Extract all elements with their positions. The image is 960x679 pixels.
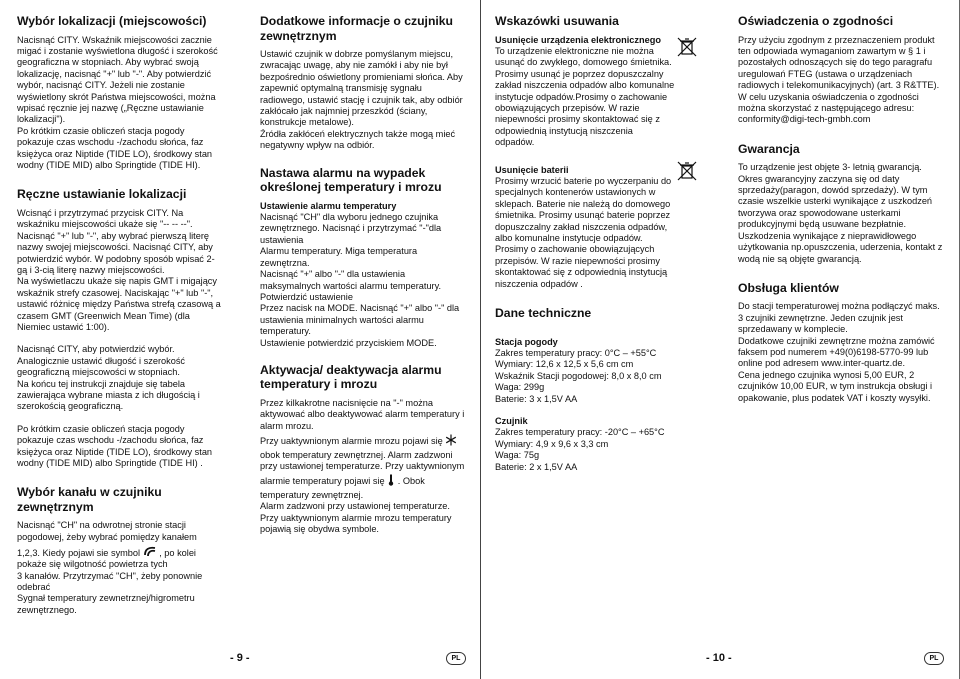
language-badge-left: PL — [446, 652, 466, 665]
text-alarm-activate-2b: obok temperatury zewnętrznej. Alarm zadzwoni przy ustawionej temperaturze. Przy uaktywnionym — [260, 449, 465, 471]
thermometer-icon — [387, 474, 395, 489]
text-alarm-activate-3a: alarmie temperatury pojawi się — [260, 476, 385, 487]
heading-tech: Dane techniczne — [495, 306, 592, 321]
text-sensor-info: Ustawić czujnik w dobrze pomyślanym miejscu, zwracając uwagę, aby nie zamókł i aby nie był bezpośrednio oświetlony promieniami słońca. Aby zapewnić optymalną transmisję sygnału radiowego, ustawić stację i czujnik tak, aby odbiór zakłócało jak najmniej przeszkód (ściany, konstrukcje metalowe). Źródła zakłóceń elektrycznych także mogą mieć negatywny wpływ na odbiór. — [260, 49, 463, 151]
text-alarm-activate-2a: Przy uaktywnionym alarmie mrozu pojawi się — [260, 436, 443, 447]
text-manual-2: Nacisnąć CITY, aby potwierdzić wybór. Analogicznie ustawić długość i szerokość geograficzną miejscowości w stopniach. Na końcu tej instrukcji znajduje się tabela zawierająca wybrane miasta z ich długością i szerokością geograficzną. — [17, 344, 200, 412]
heading-warranty: Gwarancja — [738, 141, 800, 156]
column-2 — [260, 14, 470, 546]
column-1 — [17, 14, 229, 627]
text-alarm-activate-4: temperatury zewnętrznej. Alarm zadzwoni przy ustawionej temperaturze. Przy uaktywnionym alarmie mrozu temperatury pojawią się obydwa symbole. — [260, 489, 452, 534]
text-channel-2a: 1,2,3. Kiedy pojawi sie symbol — [17, 548, 141, 559]
text-channel-2b: , po kolei — [159, 548, 196, 559]
text-channel-2 — [17, 545, 229, 559]
heading-service: Obsługa klientów — [738, 280, 839, 295]
text-conformity: Przy użyciu zgodnym z przeznaczeniem produkt ten odpowiada wymaganiom zawartym w § 1 i pozostałych odnoszących się do tego paragrafu uregulowań FTEG (ustawa o urządzeniach radiowych i telekomunikacyjnych) (art. 3 R&TTE). W celu uzyskania oświadczenia o zgodności można skorzystać z następującego adresu: conformity@digi-tech-gmbh.com — [738, 34, 940, 125]
heading-manual-location: Ręczne ustawianie lokalizacji — [17, 187, 187, 202]
text-alarm-activate-1: Przez kilkakrotne nacisnięcie na "-" można aktywować albo deaktywować alarm temperatury i alarm mrozu. — [260, 397, 465, 431]
heading-sensor-info: Dodatkowe informacje o czujniku zewnętrznym — [260, 14, 454, 43]
text-sensor: Zakres temperatury pracy: -20°C – +65°C Wymiary: 4,9 x 9,6 x 3,3 cm Waga: 75g Baterie: 2 x 1,5V AA — [495, 427, 665, 472]
page-divider — [480, 0, 481, 679]
subheading-station: Stacja pogody — [495, 336, 558, 347]
text-manual-3: Po krótkim czasie obliczeń stacja pogody pokazuje czas wschodu -/zachodu słońca, faz księżyca oraz Niptide (TIDE LO), środkowy stan wodny (TIDE MID) albo Springtide (TIDE HI) . — [17, 423, 213, 468]
language-badge-right: PL — [924, 652, 944, 665]
subheading-electronic: Usunięcie urządzenia elektronicznego — [495, 34, 661, 45]
text-warranty: To urządzenie jest objęte 3- letnią gwarancją. Okres gwarancyjny zaczyna się od daty sprzedaży(paragon, dowód sprzedaży). W tym czasie wszelkie usterki wynikające z uszkodzeń tworzywa oraz spowodowane usterkami produkcyjnymi będą usuwane bezpłatnie. Uszkodzenia wynikające z nieprawidłowego użytkowania np.opuszczenia, uderzenia, kontakt z wodą nie są objęte gwarancją. — [738, 162, 943, 264]
subheading-sensor: Czujnik — [495, 415, 528, 426]
text-service: Do stacji temperaturowej można podłączyć maks. 3 czujniki zewnętrzne. Jeden czujnik jest sprzedawany w komplecie. Dodatkowe czujniki zewnętrzne można zamówić faksem pod numerem +49(0)6198-5770-99 lub online pod adresem www.inter-quartz.de. Cena jednego czujnika wynosi 5,00 EUR, 2 czujników 10,00 EUR, w tym instrukcja obsługi i opakowanie, plus podatek VAT i koszty wysyłki. — [738, 301, 940, 403]
snowflake-icon — [445, 434, 457, 449]
heading-conformity: Oświadczenia o zgodności — [738, 14, 894, 28]
page-number-left: - 9 - — [230, 652, 250, 664]
text-alarm-activate-2 — [260, 434, 470, 449]
heading-location: Wybór lokalizacji (miejscowości) — [17, 14, 207, 28]
column-3 — [495, 14, 705, 484]
text-station: Zakres temperatury pracy: 0°C – +55°C Wymiary: 12,6 x 12,5 x 5,6 cm cm Wskaźnik Stacji pogodowej: 8,0 x 8,0 cm Waga: 299g Baterie: 3 x 1,5V AA — [495, 347, 662, 404]
heading-alarm-activate: Aktywacja/ deaktywacja alarmu temperatury i mrozu — [260, 362, 442, 392]
text-channel-3: pokaże się wilgotność powietrza tych 3 kanałów. Przytrzymać "CH", żeby ponownie odebrać Sygnał temperatury zewnetrznej/higrometru zewnętrznego. — [17, 559, 203, 615]
text-electronic: To urządzenie elektroniczne nie można usunąć do zwykłego, domowego śmietnika. Prosimy usunąć je poprzez dopuszczalny zakład niszczenia odpadów albo komunalne instytucje odpadów.Prosimy o zachowanie obowiązujących przepisów. W razie niepewności prosimy skontaktować się z odpowiednią instytucją niszczenia odpadów. — [495, 45, 675, 148]
text-manual-1: Wcisnąć i przytrzymać przycisk CITY. Na wskaźniku miejscowości ukaże się "-- -- --". Nacisnąć "+" lub "-", aby wybrać pierwszą literę nazwy swojej miejscowości. Nacisnąć CITY, aby potwierdzić wybór. W podobny sposób wpisać 2- gą i 3-cią literę nazwy miejscowości. Na wyświetlaczu ukaże się napis GMT i migający wskaźnik strefy czasowej. Naciskając "+" lub "-", ustawić różnicę między Państwa strefą czasową a czasem GMT (Greenwich Mean Time) (dla Niemiec ustawić 1:00). — [17, 207, 221, 332]
page-number-right: - 10 - — [706, 652, 732, 664]
heading-disposal: Wskazówki usuwania — [495, 14, 619, 28]
subheading-battery: Usunięcie baterii — [495, 164, 569, 175]
subheading-alarm-set: Ustawienie alarmu temperatury — [260, 200, 397, 211]
text-location: Nacisnąć CITY. Wskaźnik miejscowości zacznie migać i zostanie wyświetlona długość i szerokość geograficzna w stopniach. Aby wybrać swoją lokalizację, nacisnąć "+" lub "-". Aby potwierdzić wybór, nacisnąć CITY. Jeżeli nie zostanie wyświetlony skrót Państwa miejscowości, można wpisać ręcznie jej nazwę („Ręczne ustawianie lokalizacji"). Po krótkim czasie obliczeń stacja pogody pokazuje czas wschodu -/zachodu słońca, faz księżyca oraz Niptide (TIDE LO), środkowy stan wodny (TIDE MID) albo Springtide (TIDE HI). — [17, 34, 218, 170]
text-alarm-activate-3 — [260, 474, 470, 489]
text-alarm-set: Nacisnąć "CH" dla wyboru jednego czujnika zewnętrznego. Nacisnąć i przytrzymać "-"dla ustawienia Alarmu temperatury. Miga temperatura zewnętrzna. Nacisnąć "+" albo "-" dla ustawienia maksymalnych wartości alarmu temperatury. Potwierdzić ustawienie Przez nacisk na MODE. Nacisnąć "+" albo "-" dla ustawienia minimalnych wartości alarmu temperatury. Ustawienie potwierdzić przyciskiem MODE. — [260, 212, 460, 348]
column-4 — [738, 14, 945, 415]
text-alarm-activate-3b: . Obok — [397, 476, 425, 487]
text-channel-1: Nacisnąć "CH" na odwrotnej stronie stacji pogodowej, żeby wybrać pomiędzy kanałem — [17, 520, 197, 542]
text-battery: Prosimy wrzucić baterie po wyczerpaniu do specjalnych kontenerów ustawionych w sklepach. Baterie nie należą do domowego śmietnika. Prosimy usunąć baterie poprzez dopuszczalny zakład niszczenia odpadów, albo komunalne instytucje odpadów. Prosimy o zachowanie obowiązujących przepisów. W razie niepewności prosimy skontaktować się z odpowiednią instytucją niszczenia odpadów . — [495, 175, 672, 289]
crossed-out-bin-icon — [676, 160, 698, 187]
heading-channel: Wybór kanału w czujniku zewnętrznym — [17, 485, 162, 514]
crossed-out-bin-icon — [676, 36, 698, 63]
heading-alarm-set: Nastawa alarmu na wypadek określonej temperatury i mrozu — [260, 165, 442, 195]
